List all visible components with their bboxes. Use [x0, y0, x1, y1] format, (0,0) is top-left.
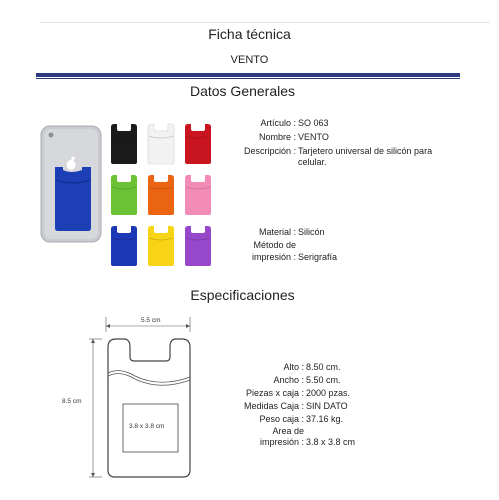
- phone-product-image: [40, 125, 102, 243]
- height-dimension-text: 8.5 cm: [62, 398, 82, 405]
- area-label-line1: Area de: [272, 426, 304, 436]
- height-dimension-line: [89, 339, 102, 477]
- spec-row-value: 37.16 kg.: [306, 414, 344, 424]
- color-swatch: [111, 175, 137, 215]
- nombre-value: VENTO: [298, 132, 329, 142]
- color-swatch: [185, 175, 211, 215]
- page-title: Ficha técnica: [208, 26, 291, 42]
- spec-row-label: Medidas Caja :: [243, 401, 304, 411]
- width-dimension-text: 5.5 cm: [141, 317, 161, 324]
- metodo-value: Serigrafía: [298, 252, 338, 262]
- descripcion-value-line1: Tarjetero universal de silicón para: [298, 146, 433, 156]
- color-swatch: [111, 226, 137, 266]
- color-swatch: [148, 226, 174, 266]
- spec-row-label: Alto :: [283, 362, 304, 372]
- spec-row-label: Piezas x caja :: [245, 388, 304, 398]
- spec-row-label: Peso caja :: [259, 414, 304, 424]
- product-brand: VENTO: [230, 54, 269, 66]
- spec-row-value: 5.50 cm.: [306, 375, 341, 385]
- section-heading-general: Datos Generales: [189, 83, 296, 99]
- articulo-value: SO 063: [298, 118, 329, 128]
- section-heading-specs: Especificaciones: [190, 287, 295, 303]
- color-swatch: [111, 124, 137, 164]
- camera-icon: [49, 133, 54, 138]
- color-swatch: [148, 124, 174, 164]
- nombre-label: Nombre :: [258, 132, 296, 142]
- descripcion-value-line2: celular.: [298, 157, 327, 167]
- top-divider: [40, 22, 490, 23]
- area-value: 3.8 x 3.8 cm: [306, 437, 356, 447]
- metodo-label-line2: impresión :: [251, 252, 296, 262]
- material-value: Silicón: [298, 227, 325, 237]
- header-band: [36, 73, 460, 77]
- spec-row-value: SIN DATO: [306, 401, 348, 411]
- color-swatch: [148, 175, 174, 215]
- header-band-line: [36, 78, 460, 79]
- spec-row-value: 8.50 cm.: [306, 362, 341, 372]
- spec-drawing: [60, 312, 210, 482]
- spec-row-value: 2000 pzas.: [306, 388, 351, 398]
- spec-row-label: Ancho :: [273, 375, 304, 385]
- color-swatch: [185, 124, 211, 164]
- descripcion-label: Descripción :: [243, 146, 296, 156]
- area-label-line2: impresión :: [259, 437, 304, 447]
- metodo-label-line1: Método de: [253, 240, 296, 250]
- print-area-text: 3.8 x 3.8 cm: [129, 423, 165, 430]
- articulo-label: Artículo :: [260, 118, 296, 128]
- material-label: Material :: [258, 227, 296, 237]
